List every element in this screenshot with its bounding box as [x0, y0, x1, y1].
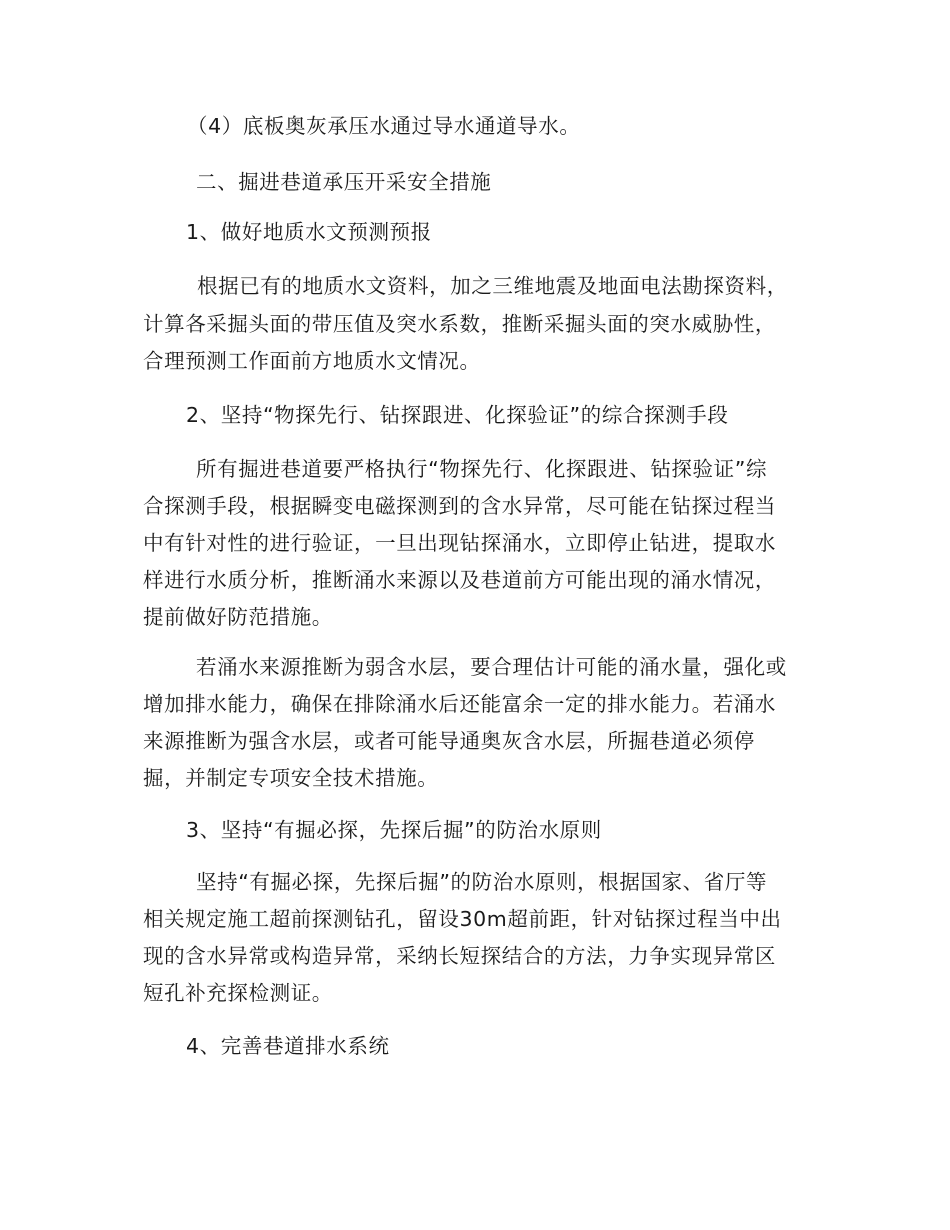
paragraph-line: 合探测手段，根据瞬变电磁探测到的含水异常，尽可能在钻探过程当 — [143, 494, 776, 518]
paragraph-line: 掘，并制定专项安全技术措施。 — [143, 766, 439, 790]
paragraph-line: 提前做好防范措施。 — [143, 605, 333, 629]
item-4-text: （4）底板奥灰承压水通过导水通道导水。 — [187, 114, 581, 138]
paragraph-line: 若涌水来源推断为弱含水层，要合理估计可能的涌水量，强化或 — [196, 655, 787, 679]
paragraph-line: 短孔补充探检测证。 — [143, 981, 333, 1005]
paragraph-line: 相关规定施工超前探测钻孔，留设30m超前距，针对钻探过程当中出 — [143, 907, 782, 931]
sub-2-heading: 2、坚持“物探先行、钻探跟进、化探验证”的综合探测手段 — [186, 403, 729, 427]
section-2-heading: 二、掘进巷道承压开采安全措施 — [196, 170, 492, 194]
sub-4-heading: 4、完善巷道排水系统 — [186, 1034, 390, 1058]
paragraph-line: 根据已有的地质水文资料，加之三维地震及地面电法勘探资料， — [197, 274, 788, 298]
paragraph-line: 来源推断为强含水层，或者可能导通奥灰含水层，所掘巷道必须停 — [143, 729, 755, 753]
paragraph-line: 中有针对性的进行验证，一旦出现钻探涌水，立即停止钻进，提取水 — [143, 531, 776, 555]
paragraph-line: 合理预测工作面前方地质水文情况。 — [143, 349, 481, 373]
paragraph-line: 现的含水异常或构造异常，采纳长短探结合的方法，力争实现异常区 — [143, 944, 776, 968]
paragraph-line: 增加排水能力，确保在排除涌水后还能富余一定的排水能力。若涌水 — [143, 692, 776, 716]
paragraph-line: 所有掘进巷道要严格执行“物探先行、化探跟进、钻探验证”综 — [196, 457, 768, 481]
paragraph-line: 样进行水质分析，推断涌水来源以及巷道前方可能出现的涌水情况， — [143, 568, 776, 592]
sub-3-heading: 3、坚持“有掘必探，先探后掘”的防治水原则 — [186, 818, 602, 842]
paragraph-line: 计算各采掘头面的带压值及突水系数，推断采掘头面的突水威胁性， — [143, 312, 776, 336]
sub-1-heading: 1、做好地质水文预测预报 — [186, 220, 432, 244]
paragraph-line: 坚持“有掘必探，先探后掘”的防治水原则，根据国家、省厅等 — [196, 870, 768, 894]
